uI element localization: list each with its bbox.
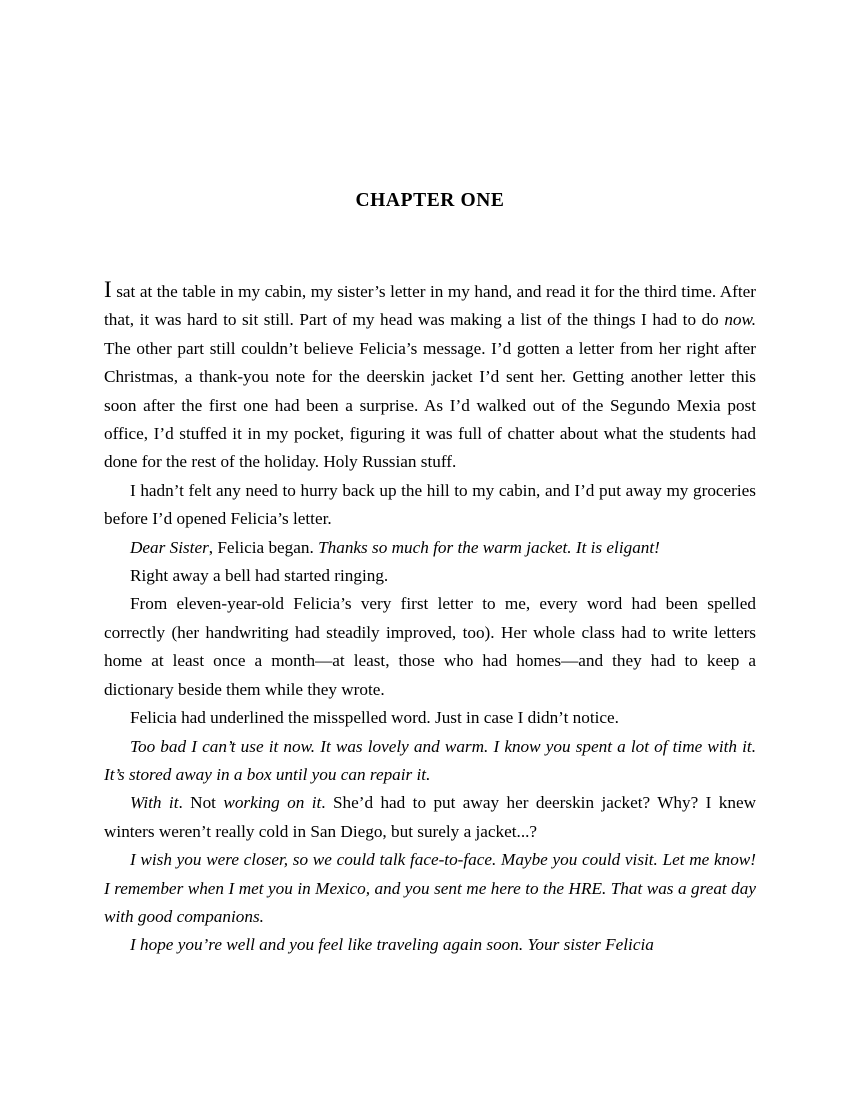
paragraph-run: . She’d had to put away her deerskin jacket? Why? I knew winters weren’t really cold in San Diego, but surely a jacket...? <box>104 793 756 841</box>
letter-quote: Too bad I can’t use it now. It was lovely and warm. I know you spent a lot of time with it. It’s stored away in a box until you can repair it. <box>104 736 756 784</box>
letter-signoff: I hope you’re well and you feel like traveling again soon. Your sister Felicia <box>130 935 654 955</box>
letter-salutation: Dear Sister <box>130 537 209 557</box>
paragraph-6 <box>104 704 756 732</box>
paragraph-run: From eleven-year-old Felicia’s very first letter to me, every word had been spelled correctly (her handwriting had steadily improved, too). Her whole class had to write letters home at least once a month—at least, those who had homes—and they had to keep a dictionary beside them while they wrote. <box>104 594 756 699</box>
paragraph-5 <box>104 590 756 704</box>
drop-cap: I <box>104 277 112 302</box>
paragraph-run: I hadn’t felt any need to hurry back up the hill to my cabin, and I’d put away my groceries before I’d opened Felicia’s letter. <box>104 480 756 529</box>
paragraph-run: The other part still couldn’t believe Felicia’s message. I’d gotten a letter from her right after Christmas, a thank-you note for the deerskin jacket I’d sent her. Getting another letter this soon after the first one had been a surprise. As I’d walked out of the Segundo Mexia post office, I’d stuffed it in my pocket, figuring it was full of chatter about what the students had done for the rest of the holiday. Holy Russian stuff. <box>104 338 756 472</box>
paragraph-9 <box>104 846 756 931</box>
body-text <box>104 278 756 960</box>
paragraph-1 <box>104 278 756 477</box>
paragraph-7 <box>104 733 756 790</box>
paragraph-run-emphasis: working on it <box>223 793 322 813</box>
paragraph-run: . Not <box>178 793 224 813</box>
paragraph-run: , Felicia began. <box>208 537 319 557</box>
paragraph-run: Right away a bell had started ringing. <box>130 566 389 586</box>
paragraph-run-emphasis: With it <box>130 793 179 813</box>
letter-quote: I wish you were closer, so we could talk face-to-face. Maybe you could visit. Let me know! I remember when I met you in Mexico, and you sent me here to the HRE. That was a great day with good companions. <box>104 850 756 926</box>
paragraph-3 <box>104 534 756 562</box>
paragraph-run: sat at the table in my cabin, my sister’s letter in my hand, and read it for the third time. After that, it was hard to sit still. Part of my head was making a list of the things I had to do <box>104 282 756 330</box>
paragraph-4 <box>104 562 756 590</box>
paragraph-8 <box>104 789 756 846</box>
paragraph-10 <box>104 931 756 959</box>
letter-quote: Thanks so much for the warm jacket. It is eligant! <box>318 537 660 557</box>
paragraph-run: Felicia had underlined the misspelled word. Just in case I didn’t notice. <box>130 708 619 728</box>
paragraph-run-emphasis: now. <box>724 310 756 330</box>
paragraph-2 <box>104 477 756 534</box>
chapter-title: CHAPTER ONE <box>355 190 505 211</box>
